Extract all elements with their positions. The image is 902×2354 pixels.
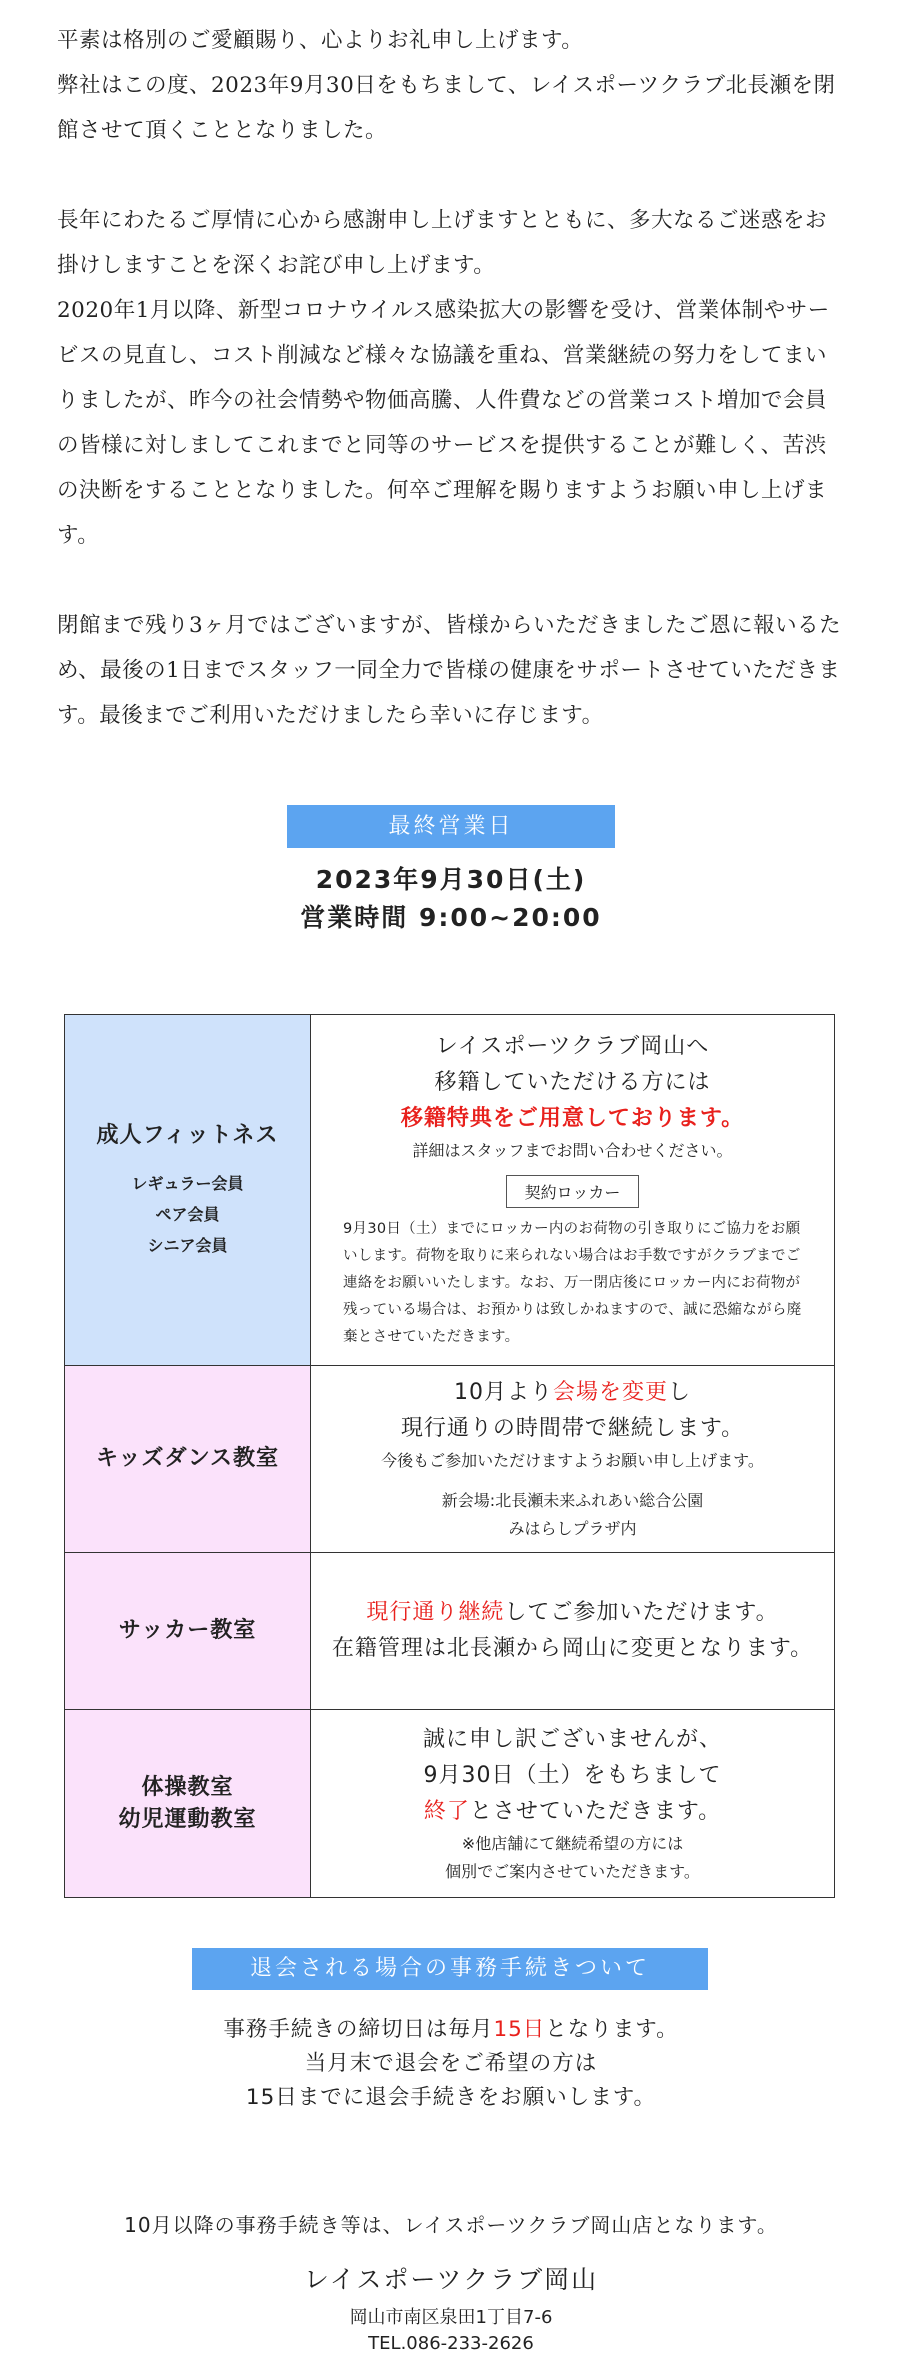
kids-dance-line3: 今後もご参加いただけますようお願い申し上げます。 xyxy=(381,1451,764,1470)
withdraw-line1-pre: 事務手続きの締切日は毎月 xyxy=(223,2017,494,2042)
withdraw-line3: 15日までに退会手続きをお願いします。 xyxy=(245,2085,657,2110)
store-name: レイスポーツクラブ岡山 xyxy=(303,2265,599,2294)
soccer-line2: 在籍管理は北長瀬から岡山に変更となります。 xyxy=(331,1636,814,1661)
soccer-continue-highlight: 現行通り継続 xyxy=(366,1600,505,1625)
final-day-hours: 営業時間 9:00~20:00 xyxy=(300,903,602,932)
gymnastics-line2: 9月30日（土）をもちまして xyxy=(423,1762,722,1788)
table-row-gymnastics xyxy=(65,1710,835,1898)
member-type-senior: シニア会員 xyxy=(147,1235,228,1255)
october-procedure-note: 10月以降の事務手続き等は、レイスポーツクラブ岡山店となります。 xyxy=(124,2213,778,2237)
intro-paragraph-reason: 2020年1月以降、新型コロナウイルス感染拡大の影響を受け、営業体制やサービスの見直し、コスト削減など様々な協議を重ね、営業継続の努力をしてまいりましたが、昨今の社会情勢や物価高騰、人件費などの営業コスト増加で会員の皆様に対しましてこれまでと同等のサービスを提供することが難しく、苦渋の決断をすることとなりました。何卒ご理解を賜りますようお願い申し上げます。 xyxy=(57,298,830,548)
kids-dance-category-cell xyxy=(65,1366,311,1553)
locker-label-box: 契約ロッカー xyxy=(506,1175,640,1208)
withdraw-procedure-text xyxy=(0,2013,902,2115)
gymnastics-title: 体操教室 xyxy=(141,1774,234,1800)
kids-dance-line2: 現行通りの時間帯で継続します。 xyxy=(400,1416,745,1441)
gymnastics-line3-post: とさせていただきます。 xyxy=(469,1798,722,1824)
kids-dance-line1-post: し xyxy=(668,1380,692,1405)
final-day-date: 2023年9月30日(土) xyxy=(315,865,587,894)
kids-dance-venue-change: 会場を変更 xyxy=(552,1380,668,1405)
fitness-category-cell xyxy=(65,1015,311,1366)
soccer-detail-cell xyxy=(311,1553,835,1710)
soccer-category-cell xyxy=(65,1553,311,1710)
gymnastics-note-line2: 個別でご案内させていただきます。 xyxy=(445,1861,700,1881)
kids-dance-detail-cell xyxy=(311,1366,835,1553)
withdraw-procedure-label: 退会される場合の事務手続きついて xyxy=(192,1948,708,1990)
gymnastics-note-line1: ※他店舗にて継続希望の方には xyxy=(461,1833,684,1853)
kids-dance-new-venue: 新会場:北長瀬未来ふれあい総合公園 xyxy=(441,1491,704,1510)
fitness-title: 成人フィットネス xyxy=(96,1122,279,1148)
kids-dance-line1 xyxy=(311,1375,834,1411)
withdraw-line1-post: となります。 xyxy=(545,2017,679,2042)
member-type-regular: レギュラー会員 xyxy=(131,1173,244,1193)
fitness-transfer-line2: 移籍していただける方には xyxy=(434,1070,711,1095)
store-phone: TEL.086-233-2626 xyxy=(368,2333,534,2354)
table-row-fitness xyxy=(65,1015,835,1366)
withdraw-line1 xyxy=(0,2013,902,2047)
soccer-line1-post: してご参加いただけます。 xyxy=(504,1600,779,1625)
final-day-label: 最終営業日 xyxy=(287,805,615,848)
gymnastics-line1: 誠に申し訳ございませんが、 xyxy=(422,1726,722,1752)
fitness-transfer-line1: レイスポーツクラブ岡山へ xyxy=(435,1034,710,1059)
intro-paragraph-closing-notice: 弊社はこの度、2023年9月30日をもちまして、レイスポーツクラブ北長瀬を閉館させて頂くこととなりました。 xyxy=(57,73,836,143)
kids-dance-title: キッズダンス教室 xyxy=(95,1446,280,1471)
gymnastics-line3 xyxy=(311,1794,834,1830)
gymnastics-detail-cell xyxy=(311,1710,835,1898)
withdraw-deadline-day: 15日 xyxy=(493,2017,546,2042)
intro-message xyxy=(57,18,847,738)
intro-paragraph-thanks: 閉館まで残り3ヶ月ではございますが、皆様からいただきましたご恩に報いるため、最後の1日までスタッフ一同全力で皆様の健康をサポートさせていただきます。最後までご利用いただけましたら幸いに存じます。 xyxy=(57,613,842,728)
table-row-soccer xyxy=(65,1553,835,1710)
fitness-contact-note: 詳細はスタッフまでお問い合わせください。 xyxy=(412,1141,733,1160)
store-address: 岡山市南区泉田1丁目7-6 xyxy=(349,2307,553,2328)
kids-dance-new-venue-detail: みはらしプラザ内 xyxy=(508,1519,637,1538)
member-type-pair: ペア会員 xyxy=(155,1204,220,1224)
gymnastics-end-highlight: 終了 xyxy=(423,1798,470,1824)
withdraw-line2: 当月末で退会をご希望の方は xyxy=(304,2051,598,2076)
intro-paragraph-apology: 長年にわたるご厚情に心から感謝申し上げますとともに、多大なるご迷惑をお掛けしますことを深くお詫び申し上げます。 xyxy=(57,208,828,278)
locker-notice-text: 9月30日（土）までにロッカー内のお荷物の引き取りにご協力をお願いします。荷物を取りに来られない場合はお手数ですがクラブまでご連絡をお願いいたします。なお、万一閉店後にロッカー内にお荷物が残っている場合は、お預かりは致しかねますので、誠に恐縮ながら廃棄とさせていただきます。 xyxy=(343,1221,802,1345)
table-row-kids-dance xyxy=(65,1366,835,1553)
soccer-line1 xyxy=(311,1595,834,1631)
fitness-detail-cell xyxy=(311,1015,835,1366)
soccer-title: サッカー教室 xyxy=(118,1618,257,1643)
program-table xyxy=(64,1014,835,1898)
infant-exercise-title: 幼児運動教室 xyxy=(118,1806,257,1832)
fitness-member-list xyxy=(65,1168,310,1261)
fitness-transfer-benefit: 移籍特典をご用意しております。 xyxy=(400,1106,745,1131)
intro-paragraph-greeting: 平素は格別のご愛顧賜り、心よりお礼申し上げます。 xyxy=(57,28,584,53)
kids-dance-line1-pre: 10月より xyxy=(453,1380,553,1405)
gymnastics-category-cell xyxy=(65,1710,311,1898)
